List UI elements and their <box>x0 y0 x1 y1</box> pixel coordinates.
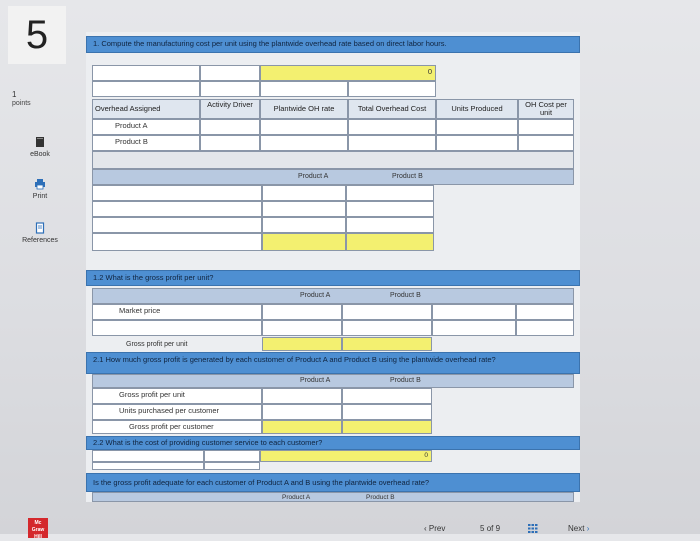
product-a-rate-input[interactable] <box>260 119 348 135</box>
header-total-overhead-cost: Total Overhead Cost <box>348 99 436 119</box>
market-price-extra[interactable] <box>432 304 516 320</box>
cost-row2-label[interactable] <box>92 201 262 217</box>
points-value: 1 <box>12 90 17 99</box>
cost-row3-b[interactable] <box>346 217 434 233</box>
part12-header-band <box>92 288 574 304</box>
part21-gpc-b[interactable] <box>342 420 432 434</box>
part12-blank-d[interactable] <box>516 320 574 336</box>
part1-input-4[interactable] <box>200 81 260 97</box>
part3-header-product-b: Product B <box>366 494 395 501</box>
references-label: References <box>22 237 58 244</box>
chevron-right-icon: › <box>586 524 590 533</box>
part1-total-cell[interactable]: 0 <box>260 65 436 81</box>
header-units-produced: Units Produced <box>436 99 518 119</box>
part12-blank-label[interactable] <box>92 320 262 336</box>
part22-input-2[interactable] <box>204 450 260 462</box>
next-label: Next <box>568 524 585 533</box>
product-b-driver-input[interactable] <box>200 135 260 151</box>
part1-title: 1. Compute the manufacturing cost per unit using the plantwide overhead rate based on direct labor hours. <box>86 36 580 53</box>
cost-row1-a[interactable] <box>262 185 346 201</box>
part21-header-product-a: Product A <box>300 377 331 384</box>
row-product-a-label: Product A <box>92 119 200 135</box>
part1-input-5[interactable] <box>260 81 348 97</box>
part22-input-1[interactable] <box>92 450 204 462</box>
part21-units-b[interactable] <box>342 404 432 420</box>
header-plantwide-oh-rate: Plantwide OH rate <box>260 99 348 119</box>
page-total: 9 <box>495 524 501 533</box>
header-overhead-assigned: Overhead Assigned <box>92 99 200 119</box>
printer-icon <box>34 178 46 190</box>
document-icon <box>34 222 46 234</box>
cost-header-product-b: Product B <box>392 173 423 180</box>
cost-row1-label[interactable] <box>92 185 262 201</box>
part12-blank-b[interactable] <box>342 320 432 336</box>
cost-row3-a[interactable] <box>262 217 346 233</box>
cost-row2-b[interactable] <box>346 201 434 217</box>
cost-row3-label[interactable] <box>92 217 262 233</box>
cost-total-label <box>92 233 262 251</box>
part21-header-product-b: Product B <box>390 377 421 384</box>
part3-header-product-a: Product A <box>282 494 311 501</box>
grid-icon[interactable] <box>528 524 538 533</box>
part21-title: 2.1 How much gross profit is generated by each customer of Product A and Product B using the plantwide overhead rate? <box>86 352 580 374</box>
gross-profit-unit-a[interactable] <box>262 337 342 351</box>
part21-gpu-a[interactable] <box>262 388 342 404</box>
part1-input-1[interactable] <box>92 65 200 81</box>
product-a-driver-input[interactable] <box>200 119 260 135</box>
print-link[interactable] <box>0 178 80 200</box>
part1-input-6[interactable] <box>348 81 436 97</box>
part12-header-product-a: Product A <box>300 292 331 299</box>
gross-profit-unit-label: Gross profit per unit <box>126 341 188 348</box>
mcgraw-hill-logo: Mc Graw Hill <box>28 518 48 538</box>
part21-units-purchased: Units purchased per customer <box>92 404 262 420</box>
page-current: 5 <box>480 524 485 533</box>
prev-button[interactable] <box>424 524 445 533</box>
part12-blank-a[interactable] <box>262 320 342 336</box>
part12-title: 1.2 What is the gross profit per unit? <box>86 270 580 286</box>
product-a-oh-unit-input[interactable] <box>518 119 574 135</box>
product-b-total-input[interactable] <box>348 135 436 151</box>
part21-units-a[interactable] <box>262 404 342 420</box>
product-b-oh-unit-input[interactable] <box>518 135 574 151</box>
cost-row2-a[interactable] <box>262 201 346 217</box>
part21-gpc-a[interactable] <box>262 420 342 434</box>
part12-blank-c[interactable] <box>432 320 516 336</box>
book-icon <box>34 136 46 148</box>
cost-header-product-a: Product A <box>298 173 329 180</box>
spacer-row <box>92 151 574 169</box>
market-price-a[interactable] <box>262 304 342 320</box>
page-indicator <box>480 524 500 533</box>
part21-gross-profit-customer: Gross profit per customer <box>92 420 262 434</box>
chevron-left-icon: ‹ <box>424 524 427 533</box>
cost-row1-b[interactable] <box>346 185 434 201</box>
part21-gross-profit-unit: Gross profit per unit <box>92 388 262 404</box>
market-price-label: Market price <box>92 304 262 320</box>
ebook-link[interactable] <box>0 136 80 158</box>
part12-header-product-b: Product B <box>390 292 421 299</box>
header-oh-cost-per-unit: OH Cost per unit <box>518 99 574 119</box>
part22-input-4[interactable] <box>204 462 260 470</box>
ebook-label: eBook <box>30 151 50 158</box>
product-a-total-input[interactable] <box>348 119 436 135</box>
cost-table-header-band <box>92 169 574 185</box>
part22-title: 2.2 What is the cost of providing customer service to each customer? <box>86 436 580 450</box>
product-b-units-input[interactable] <box>436 135 518 151</box>
next-button[interactable] <box>568 524 589 533</box>
cost-total-a[interactable] <box>262 233 346 251</box>
part1-input-3[interactable] <box>92 81 200 97</box>
part21-header-band <box>92 374 574 388</box>
points-label: points <box>12 100 31 107</box>
part3-header-band <box>92 492 574 502</box>
prev-label: Prev <box>428 524 446 533</box>
part21-gpu-b[interactable] <box>342 388 432 404</box>
references-link[interactable] <box>0 222 80 244</box>
product-a-units-input[interactable] <box>436 119 518 135</box>
cost-total-b[interactable] <box>346 233 434 251</box>
part22-total-cell[interactable]: 0 <box>260 450 432 462</box>
gross-profit-unit-b[interactable] <box>342 337 432 351</box>
row-product-b-label: Product B <box>92 135 200 151</box>
part3-title: Is the gross profit adequate for each customer of Product A and B using the plantwide overhead rate? <box>86 473 580 492</box>
market-price-b[interactable] <box>342 304 432 320</box>
market-price-extra2[interactable] <box>516 304 574 320</box>
footer <box>0 512 700 540</box>
product-b-rate-input[interactable] <box>260 135 348 151</box>
question-number: 5 <box>8 6 66 64</box>
print-label: Print <box>32 193 48 200</box>
worksheet <box>86 32 580 502</box>
part1-input-2[interactable] <box>200 65 260 81</box>
header-activity-driver: Activity Driver <box>200 99 260 119</box>
page-of: of <box>486 524 494 533</box>
part22-input-3[interactable] <box>92 462 204 470</box>
